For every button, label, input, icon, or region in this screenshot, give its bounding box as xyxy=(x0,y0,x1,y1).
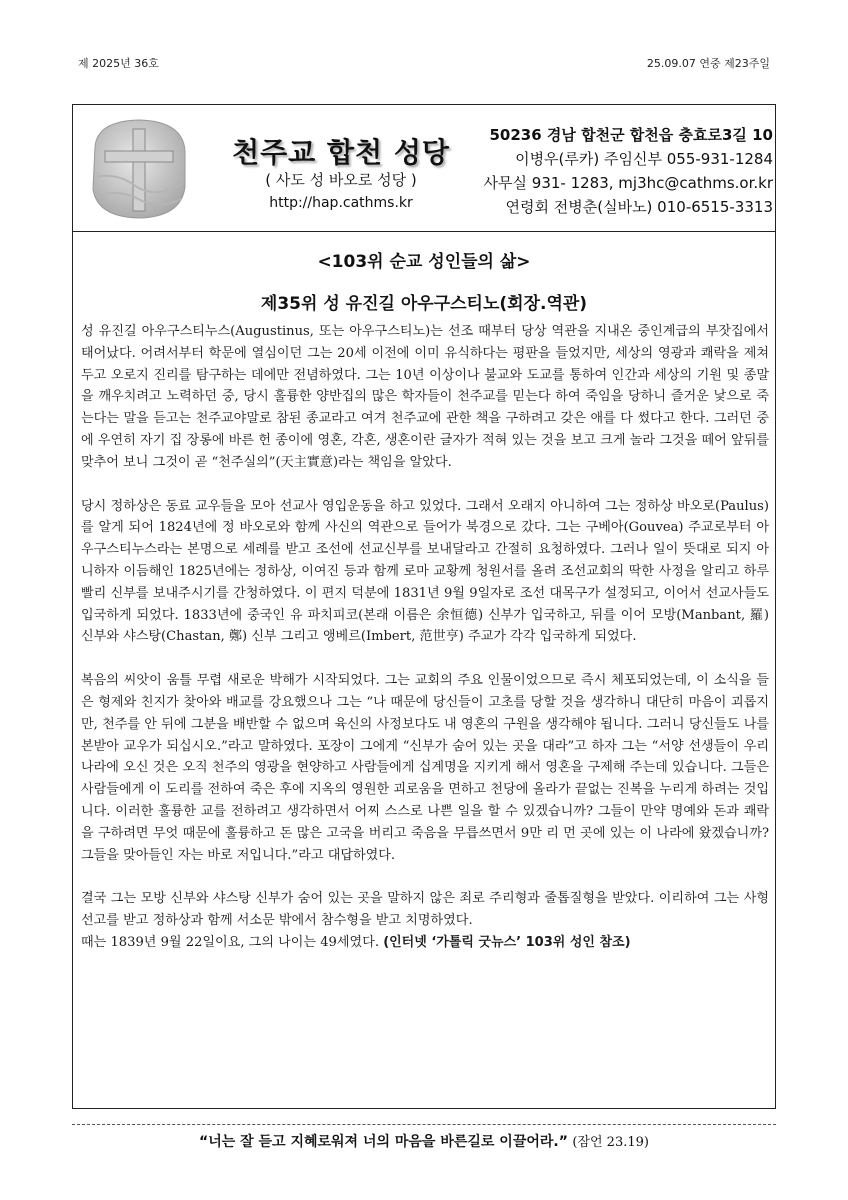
issue-number: 제 2025년 36호 xyxy=(78,57,159,70)
council-contact: 연령회 전병춘(실바노) 010-6515-3313 xyxy=(505,198,773,216)
article-subtitle: 제35위 성 유진길 아우구스티노(회장.역관) xyxy=(260,294,588,314)
article-body xyxy=(81,321,769,954)
article-paragraph: 때는 1839년 9월 22일이요, 그의 나이는 49세였다. xyxy=(81,934,380,950)
article-title: <103위 순교 성인들의 삶> xyxy=(317,252,531,272)
bulletin-date: 25.09.07 연중 제23주일 xyxy=(646,57,770,70)
parish-name: 천주교 합천 성당 xyxy=(232,136,450,169)
bulletin-frame xyxy=(72,104,776,1109)
parish-url[interactable]: http://hap.cathms.kr xyxy=(269,195,413,211)
footer-divider xyxy=(72,1124,776,1125)
footer-quote xyxy=(0,1131,848,1151)
parish-header xyxy=(73,105,775,231)
office-contact: 사무실 931- 1283, mj3hc@cathms.or.kr xyxy=(483,174,773,192)
pastor-contact: 이병우(루카) 주임신부 055-931-1284 xyxy=(515,150,773,168)
parish-address: 50236 경남 합천군 합천읍 충효로3길 10 xyxy=(489,126,773,144)
article-source: (인터넷 ‘가톨릭 굿뉴스’ 103위 성인 참조) xyxy=(383,934,631,950)
article-paragraph-final xyxy=(81,888,769,953)
parish-patron: ( 사도 성 바오로 성당 ) xyxy=(265,171,417,189)
parish-contact xyxy=(468,123,773,219)
article-paragraph: 복음의 씨앗이 움틀 무렵 새로운 박해가 시작되었다. 그는 교회의 주요 인물이었으므로 즉시 체포되었는데, 이 소식을 들은 형제와 친지가 찾아와 배교를 강요했으나 그는 “나 때문에 당신들이 고초를 당할 것을 생각하니 대단히 마음이 괴롭지만, 천주를 안 뒤에 그분을 배반할 수 없으며 육신의 사정보다도 내 영혼의 구원을 생각해야 됩니다. 그러니 당신들도 나를 본받아 교우가 되십시오.”라고 말하였다. 포장이 그에게 “신부가 숨어 있는 곳을 대라”고 하자 그는 “서양 선생들이 우리나라에 오신 것은 오직 천주의 영광을 현양하고 사람들에게 십계명을 지키게 해서 영혼을 구제해 주는데 있습니다. 그들은 사람들에게 이 도리를 전하여 죽은 후에 지옥의 영원한 괴로움을 면하고 천당에 올라가 끝없는 진복을 누리게 하려는 것입니다. 이러한 훌륭한 교를 전하려고 생각하면서 어찌 스스로 나쁜 일을 할 수 있겠습니까? 그들이 만약 명예와 돈과 쾌락을 구하려면 무엇 때문에 훌륭하고 돈 많은 고국을 버리고 죽음을 무릅쓰면서 9만 리 먼 곳에 있는 이 나라에 왔겠습니까? 그들을 맞아들인 자는 바로 저입니다.”라고 대답하였다. xyxy=(81,673,769,863)
article-paragraph: 성 유진길 아우구스티누스(Augustinus, 또는 아우구스티노)는 선조 때부터 당상 역관을 지내온 중인계급의 부잣집에서 태어났다. 어려서부터 학문에 열심이던 그는 20세 이전에 이미 유식하다는 평판을 들었지만, 세상의 영광과 쾌락을 제쳐두고 오로지 진리를 탐구하는 데에만 전념하였다. 그는 10년 이상이나 불교와 도교를 통하여 인간과 세상의 기원 및 종말을 깨우치려고 노력하던 중, 당시 훌륭한 양반집의 많은 학자들이 천주교를 믿는다 하여 죽임을 당하니 즐거운 낯으로 죽는다는 말을 듣고는 천주교야말로 참된 종교라고 여겨 천주교에 관한 책을 구하려고 갖은 애를 다 썼다고 한다. 그러던 중에 우연히 자기 집 장롱에 바른 헌 종이에 영혼, 각혼, 생혼이란 글자가 적혀 있는 것을 보고 크게 놀라 그것을 떼어 앞뒤를 맞추어 보니 그것이 곧 “천주실의”(天主實意)라는 책임을 알았다. xyxy=(81,324,769,470)
article-paragraph: 결국 그는 모방 신부와 샤스탕 신부가 숨어 있는 곳을 말하지 않은 죄로 주리형과 줄톱질형을 받았다. 이리하여 그는 사형선고를 받고 정하상과 함께 서소문 밖에서 참수형을 받고 치명하였다. xyxy=(81,891,769,929)
scripture-reference: (잠언 23.19) xyxy=(572,1135,649,1150)
parish-logo-cross-icon xyxy=(87,117,191,221)
header-divider xyxy=(73,231,775,232)
scripture-quote: “너는 잘 듣고 지혜로워져 너의 마음을 바른길로 이끌어라.” xyxy=(199,1134,568,1150)
article-paragraph: 당시 정하상은 동료 교우들을 모아 선교사 영입운동을 하고 있었다. 그래서 오래지 아니하여 그는 정하상 바오로(Paulus)를 알게 되어 1824년에 정 바오로와 함께 사신의 역관으로 들어가 북경으로 갔다. 그는 구베아(Gouvea) 주교로부터 아우구스티누스라는 본명으로 세례를 받고 조선에 선교신부를 보내달라고 간절히 요청하였다. 그러나 일이 뜻대로 되지 아니하자 이듬해인 1825년에는 정하상, 이여진 등과 함께 로마 교황께 청원서를 올려 조선교회의 딱한 사정을 알리고 하루 빨리 신부를 보내주시기를 간청하였다. 이 편지 덕분에 1831년 9월 9일자로 조선 대목구가 설정되고, 이어서 선교사들도 입국하게 되었다. 1833년에 중국인 유 파치피코(본래 이름은 余恒德) 신부가 입국하고, 뒤를 이어 모방(Manbant, 羅) 신부와 샤스탕(Chastan, 鄭) 신부 그리고 앵베르(Imbert, 范世亨) 주교가 각각 입국하게 되었다. xyxy=(81,498,769,645)
